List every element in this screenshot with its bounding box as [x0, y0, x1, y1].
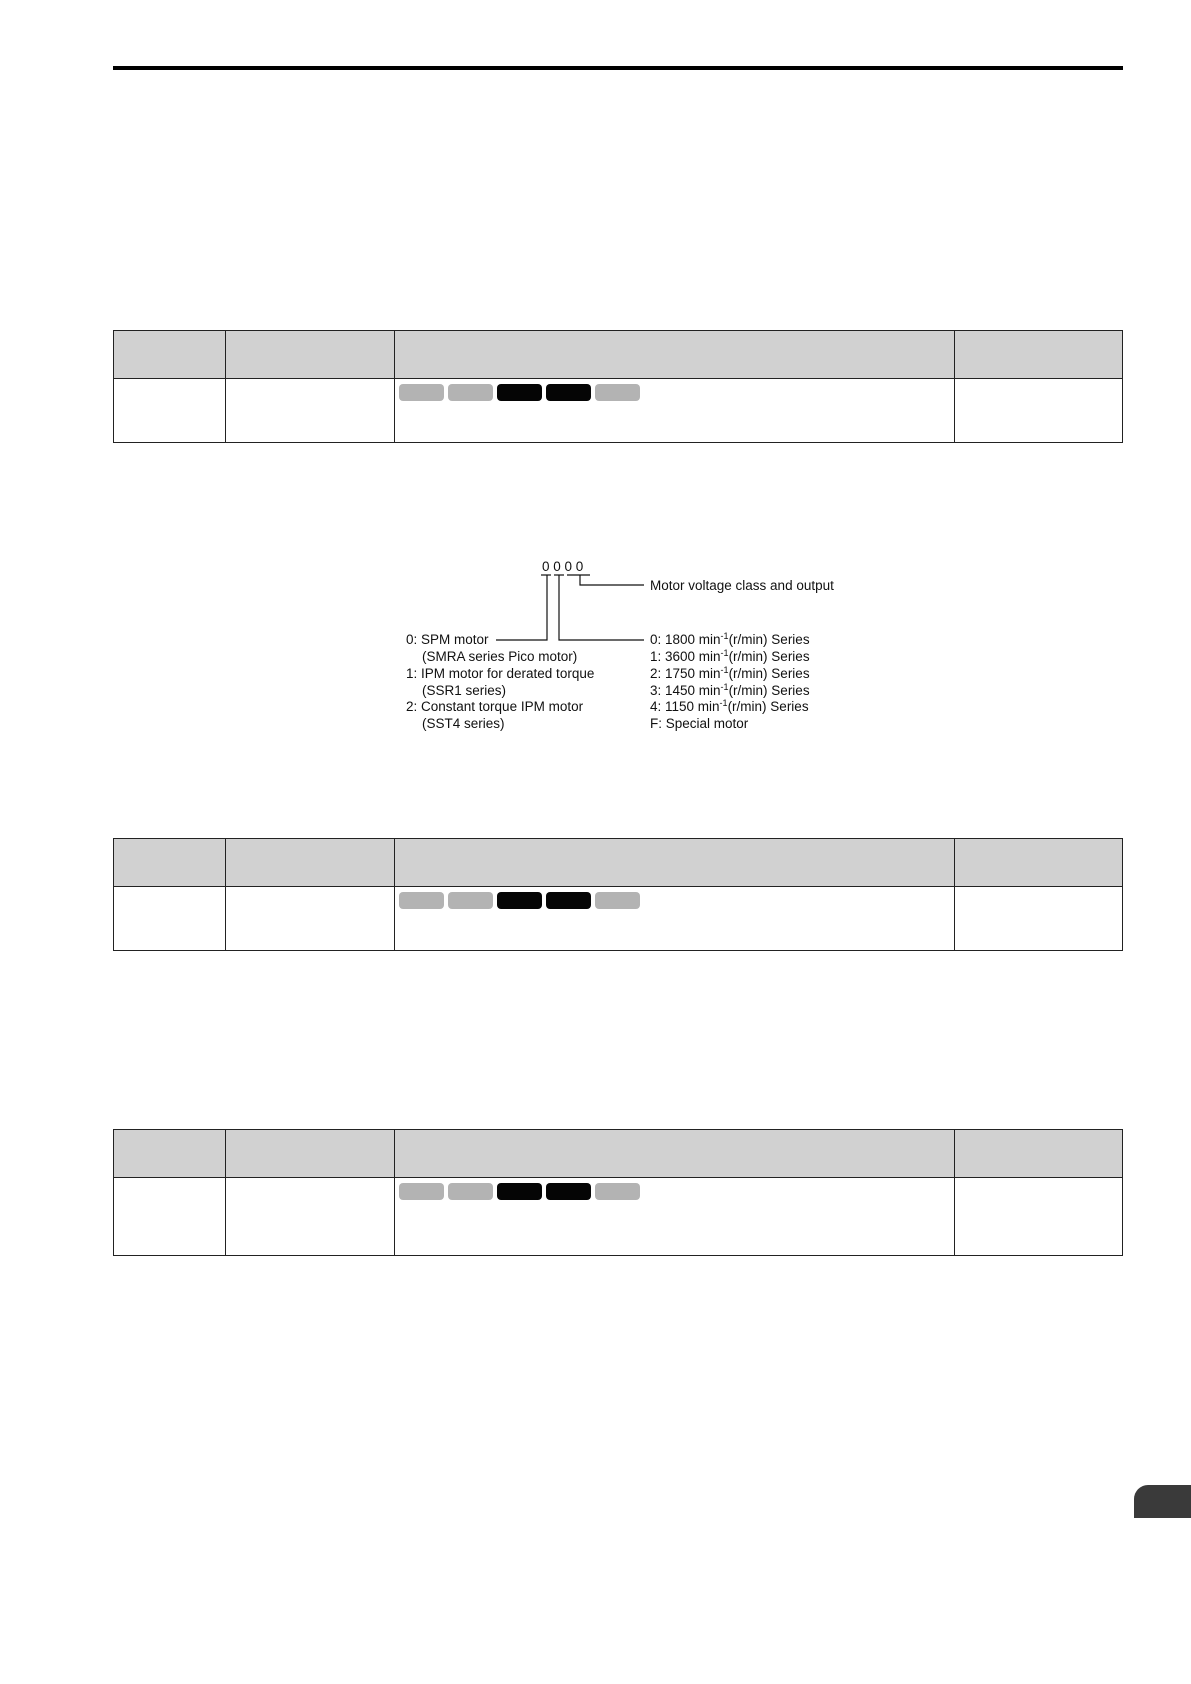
mode-badge [497, 1183, 542, 1200]
control-mode-badges [399, 892, 640, 909]
table-header-row [114, 839, 1122, 887]
left-option: (SSR1 series) [422, 683, 507, 698]
parameter-table-2 [113, 838, 1123, 951]
chapter-side-tab [1134, 1485, 1191, 1518]
table-header-row [114, 1130, 1122, 1178]
left-option: 0: SPM motor [406, 632, 489, 647]
left-option: (SST4 series) [422, 716, 505, 731]
code-digits: 0 0 0 0 [542, 559, 584, 574]
left-option: (SMRA series Pico motor) [422, 649, 578, 664]
mode-badge [546, 1183, 591, 1200]
right-option: 4: 1150 $\min^{-1}(r/\min)$ Series [650, 698, 809, 714]
column-divider [394, 1130, 395, 1255]
mode-badge [399, 1183, 444, 1200]
control-mode-badges [399, 1183, 640, 1200]
right-option: 3: 1450 $\min^{-1}(r/\min)$ Series [650, 682, 810, 698]
column-divider [954, 839, 955, 950]
mode-badge [595, 892, 640, 909]
right-option: 1: 3600 $\min^{-1}(r/\min)$ Series [650, 648, 810, 664]
right-option: 0: 1800 $\min^{-1}(r/\min)$ Series [650, 631, 810, 647]
column-divider [225, 1130, 226, 1255]
column-divider [225, 839, 226, 950]
left-option: 2: Constant torque IPM motor [406, 699, 584, 714]
right-option: 2: 1750 $\min^{-1}(r/\min)$ Series [650, 665, 810, 681]
mode-badge [546, 892, 591, 909]
mode-badge [448, 892, 493, 909]
mode-badge [497, 892, 542, 909]
mode-badge [399, 892, 444, 909]
parameter-table-3 [113, 1129, 1123, 1256]
left-option: 1: IPM motor for derated torque [406, 666, 595, 681]
motor-code-diagram [0, 0, 1191, 760]
mode-badge [595, 1183, 640, 1200]
column-divider [394, 839, 395, 950]
column-divider [954, 1130, 955, 1255]
mode-badge [448, 1183, 493, 1200]
voltage-class-label: Motor voltage class and output [650, 578, 834, 593]
right-option: F: Special motor [650, 716, 749, 731]
